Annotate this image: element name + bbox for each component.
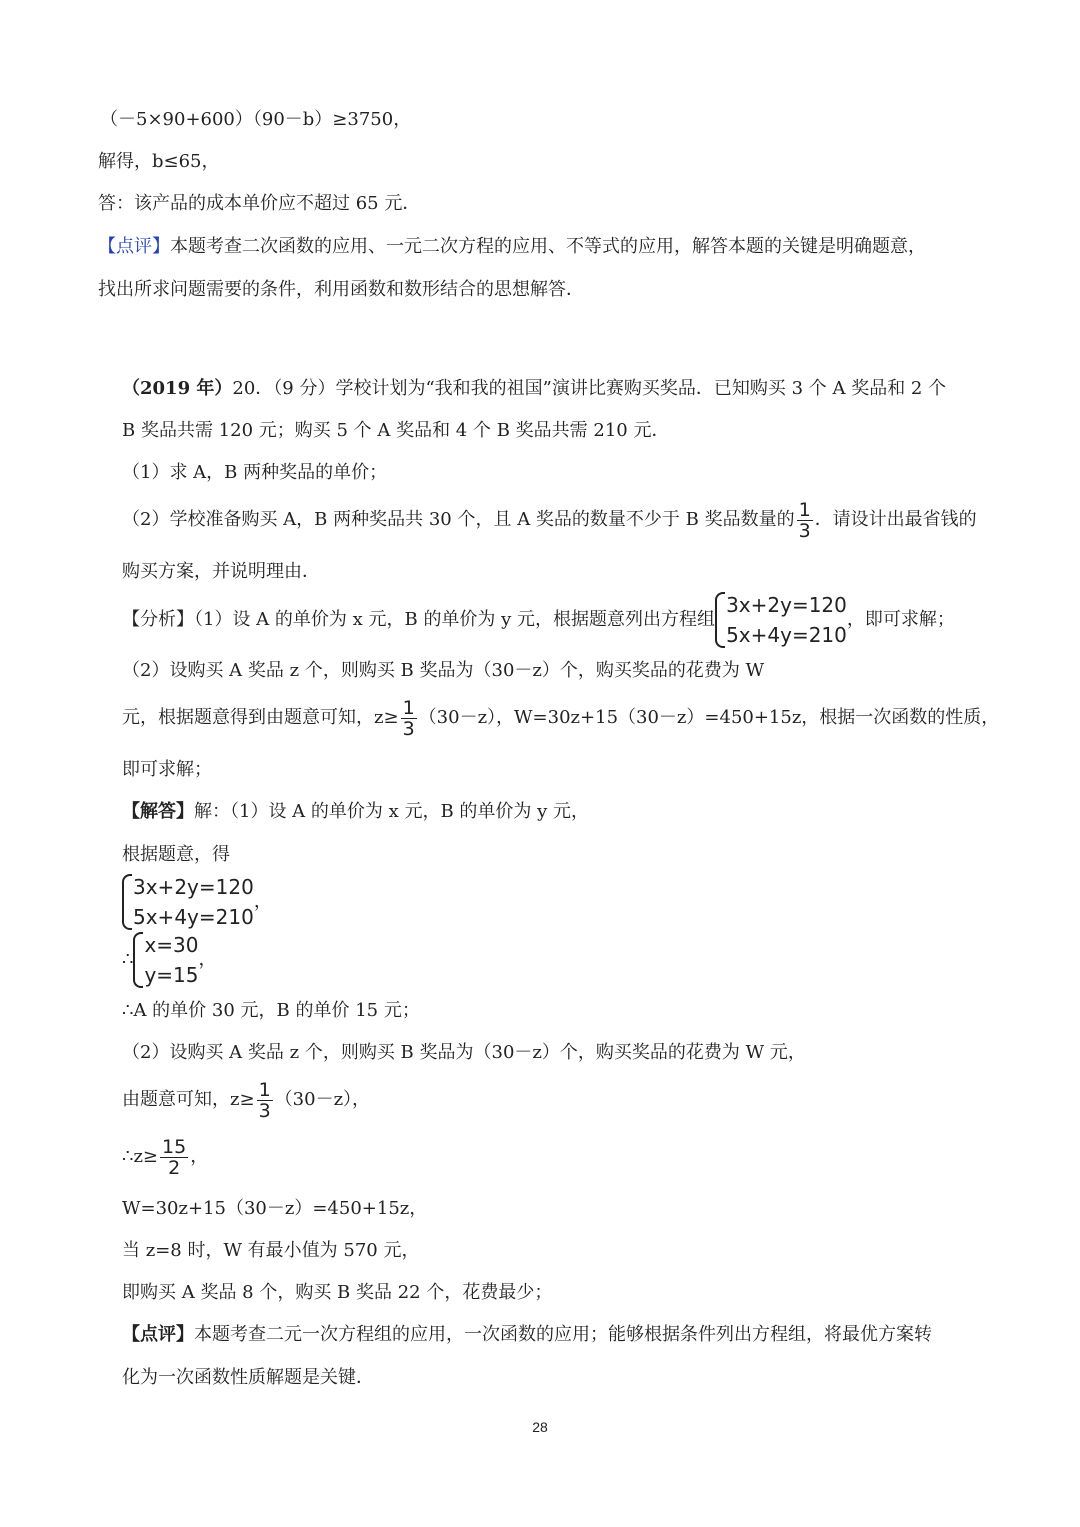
solution-line-4: （2）设购买 A 奖品 z 个，则购买 B 奖品为（30－z）个，购买奖品的花费为 W 元， (122, 1042, 806, 1063)
solution-system-1 (122, 872, 272, 932)
fraction-denominator: 3 (798, 519, 811, 542)
review2-line-1 (122, 1324, 932, 1346)
solution-line-2: 根据题意，得 (122, 844, 230, 865)
solution-line-3: ∴A 的单价 30 元，B 的单价 15 元； (122, 1000, 420, 1021)
solution-text-5a: 由题意可知，z≥ (122, 1089, 255, 1110)
solution-tag: 【解答】 (122, 801, 194, 822)
comma: ， (198, 949, 217, 970)
solution-line-5 (122, 1078, 370, 1122)
analysis-line-3 (122, 696, 999, 740)
fraction-numerator: 1 (402, 696, 415, 719)
analysis-line-2: （2）设购买 A 奖品 z 个，则购买 B 奖品为（30－z）个，购买奖品的花费为 W (122, 660, 765, 681)
solution-text-5b: （30－z）， (274, 1089, 371, 1110)
analysis-text-a: （1）设 A 的单价为 x 元，B 的单价为 y 元，根据题意列出方程组 (194, 609, 716, 630)
solution-system (133, 930, 198, 990)
solution-system-2 (122, 930, 217, 990)
solution-text-6a: ∴z≥ (122, 1146, 159, 1167)
review-line-2: 找出所求问题需要的条件，利用函数和数形结合的思想解答． (98, 279, 584, 300)
fraction-numerator: 1 (258, 1078, 271, 1101)
solution-text-6b: ， (190, 1146, 209, 1167)
solution-line-9: 即购买 A 奖品 8 个，购买 B 奖品 22 个，花费最少； (122, 1282, 553, 1303)
question-2-text-a: （2）学校准备购买 A，B 两种奖品共 30 个，且 A 奖品的数量不少于 B 奖品数量的 (122, 509, 795, 530)
answer-line: 答：该产品的成本单价应不超过 65 元． (98, 193, 421, 214)
analysis-text-d: （30－z），W=30z+15（30－z）=450+15z，根据一次函数的性质， (418, 707, 1000, 728)
question-2 (122, 498, 977, 542)
analysis-text-b: ，即可求解； (846, 609, 955, 630)
analysis-text-c: 元，根据题意得到由题意可知，z≥ (122, 707, 399, 728)
calc-line: （－5×90+600）（90－b）≥3750， (100, 109, 412, 130)
fraction-one-third (257, 1080, 273, 1121)
solve-line: 解得，b≤65， (98, 151, 220, 172)
solution-line-8: 当 z=8 时，W 有最小值为 570 元， (122, 1240, 420, 1261)
question-1: （1）求 A，B 两种奖品的单价； (122, 462, 388, 483)
stem-text-1: 20．（9 分）学校计划为“我和我的祖国”演讲比赛购买奖品．已知购买 3 个 A 奖品和 2 个 (232, 378, 947, 399)
review2-line-2: 化为一次函数性质解题是关键． (122, 1367, 374, 1388)
year-tag: （2019 年） (122, 378, 233, 399)
equation-system (715, 590, 847, 650)
solution-line-6 (122, 1135, 208, 1179)
fraction-denominator: 3 (402, 717, 415, 740)
equation-2: 5x+4y=210 (133, 905, 254, 929)
review-line-1 (98, 236, 926, 258)
problem-stem-2: B 奖品共需 120 元；购买 5 个 A 奖品和 4 个 B 奖品共需 210 元． (122, 420, 670, 441)
fraction-one-third (797, 500, 813, 541)
question-2-cont: 购买方案，并说明理由． (122, 561, 320, 582)
analysis-tag: 【分析】 (122, 609, 194, 630)
fraction-denominator: 3 (258, 1099, 271, 1122)
page-number: 28 (532, 1419, 548, 1435)
fraction-denominator: 2 (168, 1156, 181, 1179)
left-brace (122, 874, 132, 930)
fraction-fifteen-halves (160, 1137, 188, 1178)
solution-y: y=15 (144, 963, 199, 987)
solution-line-1 (122, 801, 589, 823)
therefore-symbol: ∴ (122, 949, 134, 970)
equation-system (122, 872, 254, 932)
equation-1: 3x+2y=120 (726, 593, 847, 617)
review-text-1: 本题考查二次函数的应用、一元二次方程的应用、不等式的应用，解答本题的关键是明确题意， (170, 236, 926, 257)
review2-text-1: 本题考查二元一次方程组的应用，一次函数的应用；能够根据条件列出方程组，将最优方案转 (194, 1324, 932, 1345)
comma: ， (253, 891, 272, 912)
left-brace (133, 932, 143, 988)
analysis-line-4: 即可求解； (122, 759, 212, 780)
fraction-one-third (401, 698, 417, 739)
review-tag: 【点评】 (98, 236, 170, 257)
solution-line-7: W=30z+15（30－z）=450+15z， (122, 1198, 428, 1219)
problem-stem-1 (122, 378, 946, 400)
solution-text-1: 解：（1）设 A 的单价为 x 元，B 的单价为 y 元， (194, 801, 590, 822)
fraction-numerator: 1 (798, 498, 811, 521)
equation-2: 5x+4y=210 (726, 623, 847, 647)
review2-tag: 【点评】 (122, 1324, 194, 1345)
left-brace (715, 592, 725, 648)
question-2-text-b: ．请设计出最省钱的 (814, 509, 977, 530)
solution-x: x=30 (144, 933, 199, 957)
fraction-numerator: 15 (162, 1135, 187, 1158)
analysis-line-1 (122, 590, 955, 650)
equation-1: 3x+2y=120 (133, 875, 254, 899)
